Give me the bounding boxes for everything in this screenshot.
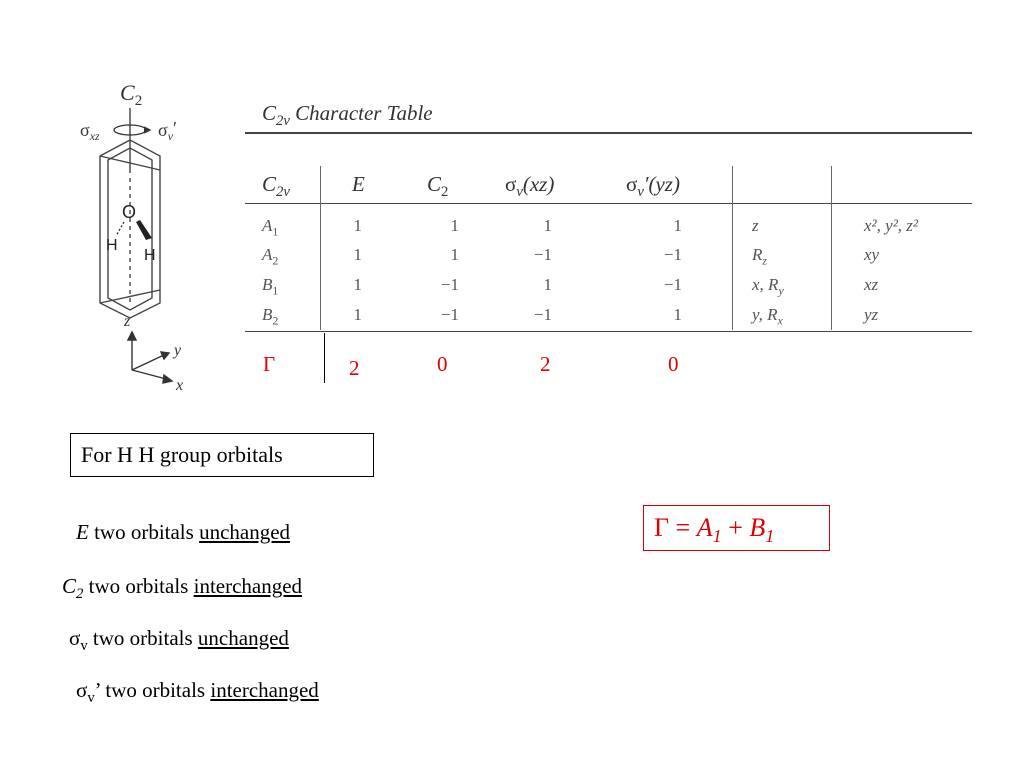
hydrogen-atom-right: H [144, 247, 156, 264]
character-e: 1 [353, 305, 362, 324]
sigma-v-label: $\sigma_v'$ [158, 118, 177, 143]
table-bottom-rule [245, 331, 972, 332]
coord-x-label: x [176, 377, 184, 394]
quadratic-basis: x², y², z² [864, 216, 918, 235]
character-svp: −1 [663, 275, 682, 294]
operation-line-sigma-v: $\sigma_v$ two orbitals unchanged [69, 626, 289, 655]
character-e: 1 [353, 245, 362, 264]
coord-z-label: z [124, 313, 131, 330]
linear-basis: $R_z$ [752, 245, 768, 268]
operation-line-c2: $C_2$ two orbitals interchanged [62, 574, 303, 603]
operation-line-sigma-v-prime: $\sigma_v$’ two orbitals interchanged [76, 678, 319, 707]
character-c2: 1 [450, 245, 459, 264]
irrep-label: $A_2$ [262, 245, 279, 268]
linear-basis: z [752, 216, 759, 235]
character-svp: −1 [663, 245, 682, 264]
oxygen-atom: O [122, 202, 137, 222]
character-c2: −1 [440, 275, 459, 294]
operation-line-e: E two orbitals unchanged [76, 520, 291, 544]
character-sv: −1 [533, 245, 552, 264]
character-svp: 1 [673, 305, 682, 324]
character-sv: 1 [543, 216, 552, 235]
character-c2: −1 [440, 305, 459, 324]
gamma-c2: 0 [437, 352, 448, 376]
header-e: E [352, 172, 365, 196]
table-title: $C_{2v}$ Character Table [262, 101, 433, 130]
coordinate-axes-icon [128, 332, 172, 383]
header-group: $C_{2v}$ [262, 172, 290, 201]
character-sv: 1 [543, 275, 552, 294]
quadratic-basis: xy [864, 245, 880, 264]
quadratic-basis: yz [864, 305, 879, 324]
quadratic-basis: xz [864, 275, 879, 294]
water-molecule-diagram [60, 78, 210, 398]
irrep-label: $B_1$ [262, 275, 279, 298]
header-c2: $C_2$ [427, 172, 449, 201]
table-header-rule [245, 203, 972, 204]
sigma-xz-label: $\sigma_{xz}$ [80, 120, 100, 143]
gamma-vline [324, 333, 325, 383]
header-sigma-v-prime: $\sigma_v'(yz)$ [626, 172, 680, 201]
linear-basis: y, $R_x$ [752, 305, 783, 328]
character-e: 1 [353, 216, 362, 235]
irrep-label: $B_2$ [262, 305, 279, 328]
table-vline-3 [831, 166, 832, 330]
header-sigma-v: $\sigma_v(xz)$ [505, 172, 555, 201]
table-vline-2 [732, 166, 733, 330]
c2-axis-label: $C_2$ [120, 80, 143, 109]
result-box: $\Gamma = A_1 + B_1$ [643, 505, 830, 551]
gamma-sigma-v-prime: 0 [668, 352, 679, 376]
bond-wedge [136, 220, 152, 240]
gamma-label: Γ [263, 352, 276, 376]
gamma-e: 2 [349, 356, 360, 380]
character-sv: −1 [533, 305, 552, 324]
hydrogen-atom-left: H [106, 237, 118, 254]
coord-y-label: y [174, 342, 182, 359]
table-top-rule [245, 132, 972, 134]
linear-basis: x, $R_y$ [752, 275, 784, 298]
character-e: 1 [353, 275, 362, 294]
irrep-label: $A_1$ [262, 216, 279, 239]
character-svp: 1 [673, 216, 682, 235]
gamma-sigma-v: 2 [540, 352, 551, 376]
bond-dashed [116, 222, 124, 236]
group-orbitals-box: For H H group orbitals [70, 433, 374, 477]
character-c2: 1 [450, 216, 459, 235]
